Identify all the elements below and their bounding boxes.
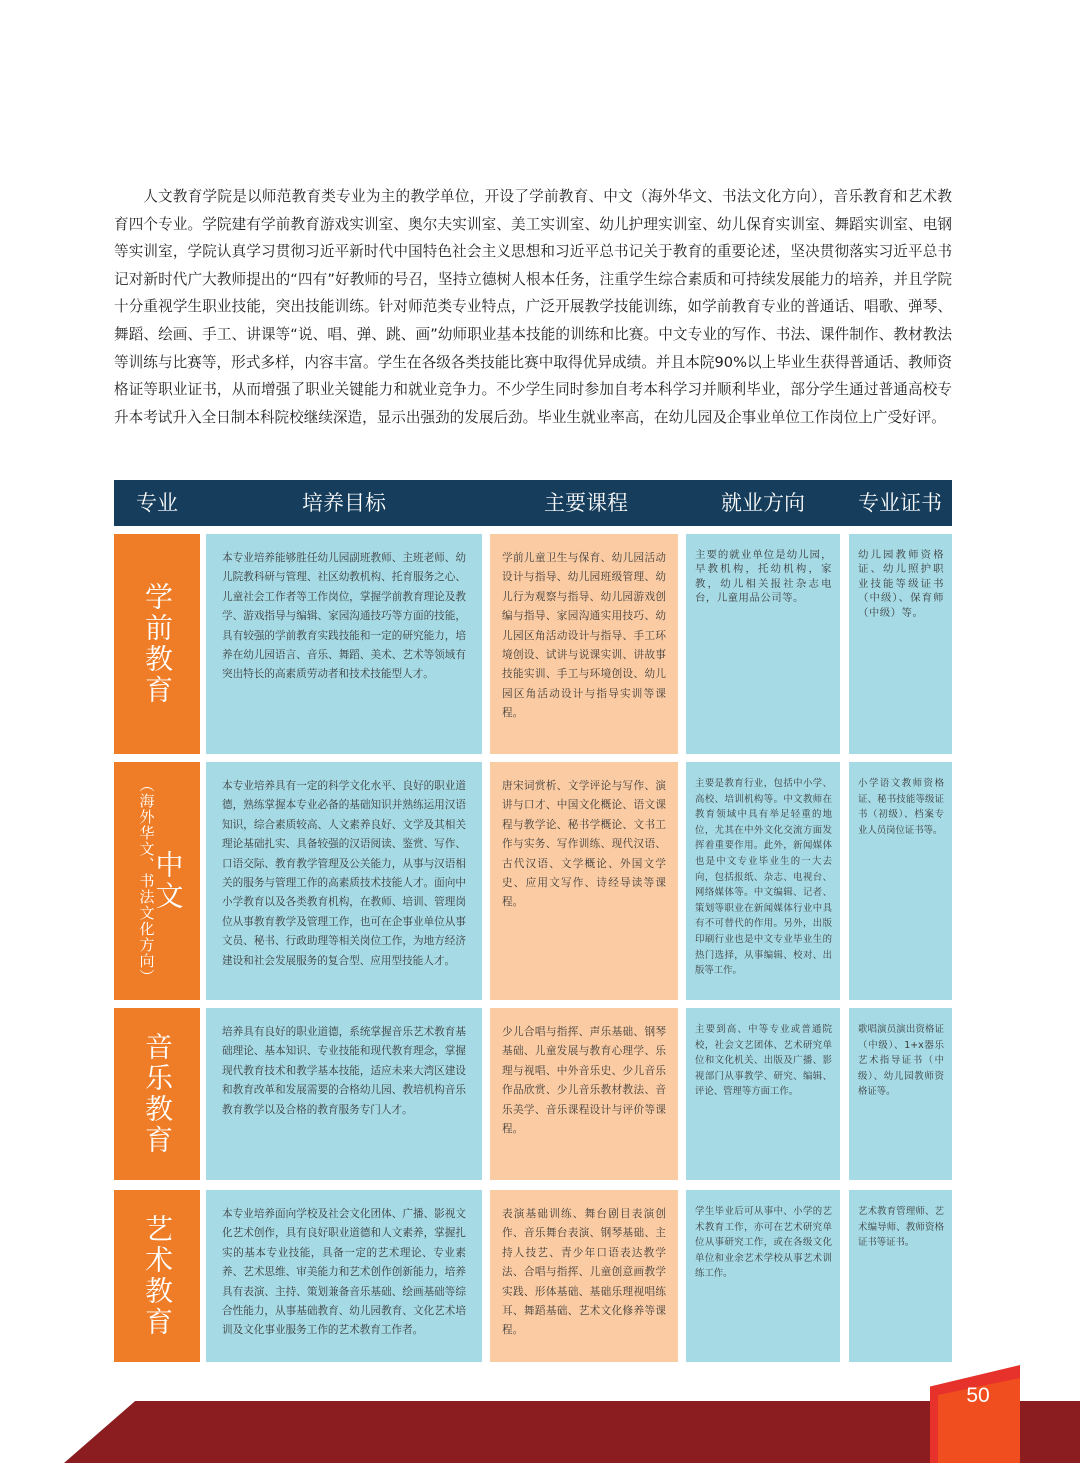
career-cell: 主要的就业单位是幼儿园，早教机构，托幼机构，家教，幼儿相关报社杂志电台，儿童用品公司等。 bbox=[686, 534, 840, 754]
header-goal: 培养目标 bbox=[302, 491, 386, 515]
page-number: 50 bbox=[966, 1384, 990, 1407]
header-career: 就业方向 bbox=[721, 491, 805, 515]
table-header bbox=[114, 480, 952, 526]
cert-cell: 歌唱演员演出资格证（中级）、1+x器乐艺术指导证书（中级）、幼儿园教师资格证等。 bbox=[849, 1008, 952, 1180]
courses-cell: 表演基础训练、舞台剧目表演创作、音乐舞台表演、钢琴基础、主持人技艺、青少年口语表达教学法、合唱与指挥、儿童创意画教学实践、形体基础、基础乐理视唱练耳、舞蹈基础、艺术文化修养等课程。 bbox=[490, 1190, 678, 1362]
courses-cell: 学前儿童卫生与保育、幼儿园活动设计与指导、幼儿园班级管理、幼儿行为观察与指导、幼儿园游戏创编与指导、家园沟通实用技巧、幼儿园区角活动设计与指导、手工环境创设、试讲与说课实训、讲故事技能实训、手工与环境创设、幼儿园区角活动设计与指导实训等课程。 bbox=[490, 534, 678, 754]
intro-paragraph: 人文教育学院是以师范教育类专业为主的教学单位，开设了学前教育、中文（海外华文、书法文化方向），音乐教育和艺术教育四个专业。学院建有学前教育游戏实训室、奥尔夫实训室、美工实训室、幼儿护理实训室、幼儿保育实训室、舞蹈实训室、电钢等实训室，学院认真学习贯彻习近平新时代中国特色社会主义思想和习近平总书记关于教育的重要论述，坚决贯彻落实习近平总书记对新时代广大教师提出的“四有”好教师的号召，坚持立德树人根本任务，注重学生综合素质和可持续发展能力的培养，并且学院十分重视学生职业技能，突出技能训练。针对师范类专业特点，广泛开展教学技能训练，如学前教育专业的普通话、唱歌、弹琴、舞蹈、绘画、手工、讲课等“说、唱、弹、跳、画”幼师职业基本技能的训练和比赛。中文专业的写作、书法、课件制作、教材教法等训练与比赛等，形式多样，内容丰富。学生在各级各类技能比赛中取得优异成绩。并且本院90%以上毕业生获得普通话、教师资格证等职业证书，从而增强了职业关键能力和就业竞争力。不少学生同时参加自考本科学习并顺利毕业，部分学生通过普通高校专升本考试升入全日制本科院校继续深造，显示出强劲的发展后劲。毕业生就业率高，在幼儿园及企事业单位工作岗位上广受好评。 bbox=[114, 188, 952, 426]
goal-cell: 本专业培养面向学校及社会文化团体、广播、影视文化艺术创作，具有良好职业道德和人文素养，掌握扎实的基本专业技能，具备一定的艺术理论、专业素养、艺术思维、审美能力和艺术创作创新能力，培养具有表演、主持、策划兼备音乐基础、绘画基础等综合性能力，从事基础教育、幼儿园教育、文化艺术培训及文化事业服务工作的艺术教育工作者。 bbox=[206, 1190, 482, 1362]
courses-cell: 少儿合唱与指挥、声乐基础、钢琴基础、儿童发展与教育心理学、乐理与视唱、中外音乐史、少儿音乐作品欣赏、少儿音乐教材教法、音乐美学、音乐课程设计与评价等课程。 bbox=[490, 1008, 678, 1180]
header-cert: 专业证书 bbox=[858, 491, 942, 515]
footer-band bbox=[64, 1401, 1080, 1463]
career-cell: 学生毕业后可从事中、小学的艺术教育工作，亦可在艺术研究单位从事研究工作，或在各级文化单位和业余艺术学校从事艺术训练工作。 bbox=[686, 1190, 840, 1362]
major-name: 音乐教育 bbox=[141, 1032, 174, 1156]
goal-cell: 本专业培养能够胜任幼儿园副班教师、主班老师、幼儿院教科研与管理、社区幼教机构、托育服务之心、儿童社会工作者等工作岗位，掌握学前教育理论及教学、游戏指导与编辑、家园沟通技巧等方面的技能，具有较强的学前教育实践技能和一定的研究能力，培养在幼儿园语言、音乐、舞蹈、美术、艺术等领域有突出特长的高素质劳动者和技术技能型人才。 bbox=[206, 534, 482, 754]
major-name: 艺术教育 bbox=[141, 1214, 174, 1338]
major-name: 中文 bbox=[151, 850, 185, 912]
major-name: 学前教育 bbox=[141, 582, 174, 706]
major-cell-chinese bbox=[114, 762, 200, 1000]
header-courses: 主要课程 bbox=[544, 491, 628, 515]
major-sub-name: （海外华文、书法文化方向） bbox=[137, 777, 156, 985]
cert-cell: 艺术教育管理师、艺术编导师、教师资格证书等证书。 bbox=[849, 1190, 952, 1362]
major-cell-music bbox=[114, 1008, 200, 1180]
cert-cell: 小学语文教师资格证、秘书技能等级证书（初级）、档案专业人员岗位证书等。 bbox=[849, 762, 952, 1000]
career-cell: 主要是教育行业，包括中小学、高校、培训机构等。中文教师在教育领域中具有举足轻重的地位，尤其在中外文化交流方面发挥着重要作用。此外，新闻媒体也是中文专业毕业生的一大去向，包括报纸、杂志、电视台、网络媒体等。中文编辑、记者、策划等职业在新闻媒体行业中具有不可替代的作用。另外，出版印刷行业也是中文专业毕业生的热门选择，从事编辑、校对、出版等工作。 bbox=[686, 762, 840, 1000]
goal-cell: 本专业培养具有一定的科学文化水平、良好的职业道德，熟练掌握本专业必备的基础知识并熟练运用汉语知识，综合素质较高、人文素养良好、文学及其相关理论基础扎实、具备较强的汉语阅读、鉴赏、写作、口语交际、教育教学管理及公关能力，从事与汉语相关的服务与管理工作的高素质技术技能人才。面向中小学教育以及各类教育机构，在教师、培训、管理岗位从事教育教学及管理工作，也可在企事业单位从事文员、秘书、行政助理等相关岗位工作，为地方经济建设和社会发展服务的复合型、应用型技能人才。 bbox=[206, 762, 482, 1000]
goal-cell: 培养具有良好的职业道德，系统掌握音乐艺术教育基础理论、基本知识、专业技能和现代教育理念，掌握现代教育技术和教学基本技能，适应未来大湾区建设和教育改革和发展需要的合格幼儿园、教培机构音乐教育教学以及合格的教育服务专门人才。 bbox=[206, 1008, 482, 1180]
cert-cell: 幼儿园教师资格证、幼儿照护职业技能等级证书（中级）、保育师（中级）等。 bbox=[849, 534, 952, 754]
career-cell: 主要到高、中等专业或普通院校，社会文艺团体、艺术研究单位和文化机关、出版及广播、影视部门从事教学、研究、编辑、评论、管理等方面工作。 bbox=[686, 1008, 840, 1180]
courses-cell: 唐宋词赏析、文学评论与写作、演讲与口才、中国文化概论、语文课程与教学论、秘书学概论、文书工作与实务、写作训练、现代汉语、古代汉语、文学概论、外国文学史、应用文写作、诗经导读等课程。 bbox=[490, 762, 678, 1000]
header-major: 专业 bbox=[136, 491, 178, 515]
major-cell-art bbox=[114, 1190, 200, 1362]
major-cell-preschool bbox=[114, 534, 200, 754]
